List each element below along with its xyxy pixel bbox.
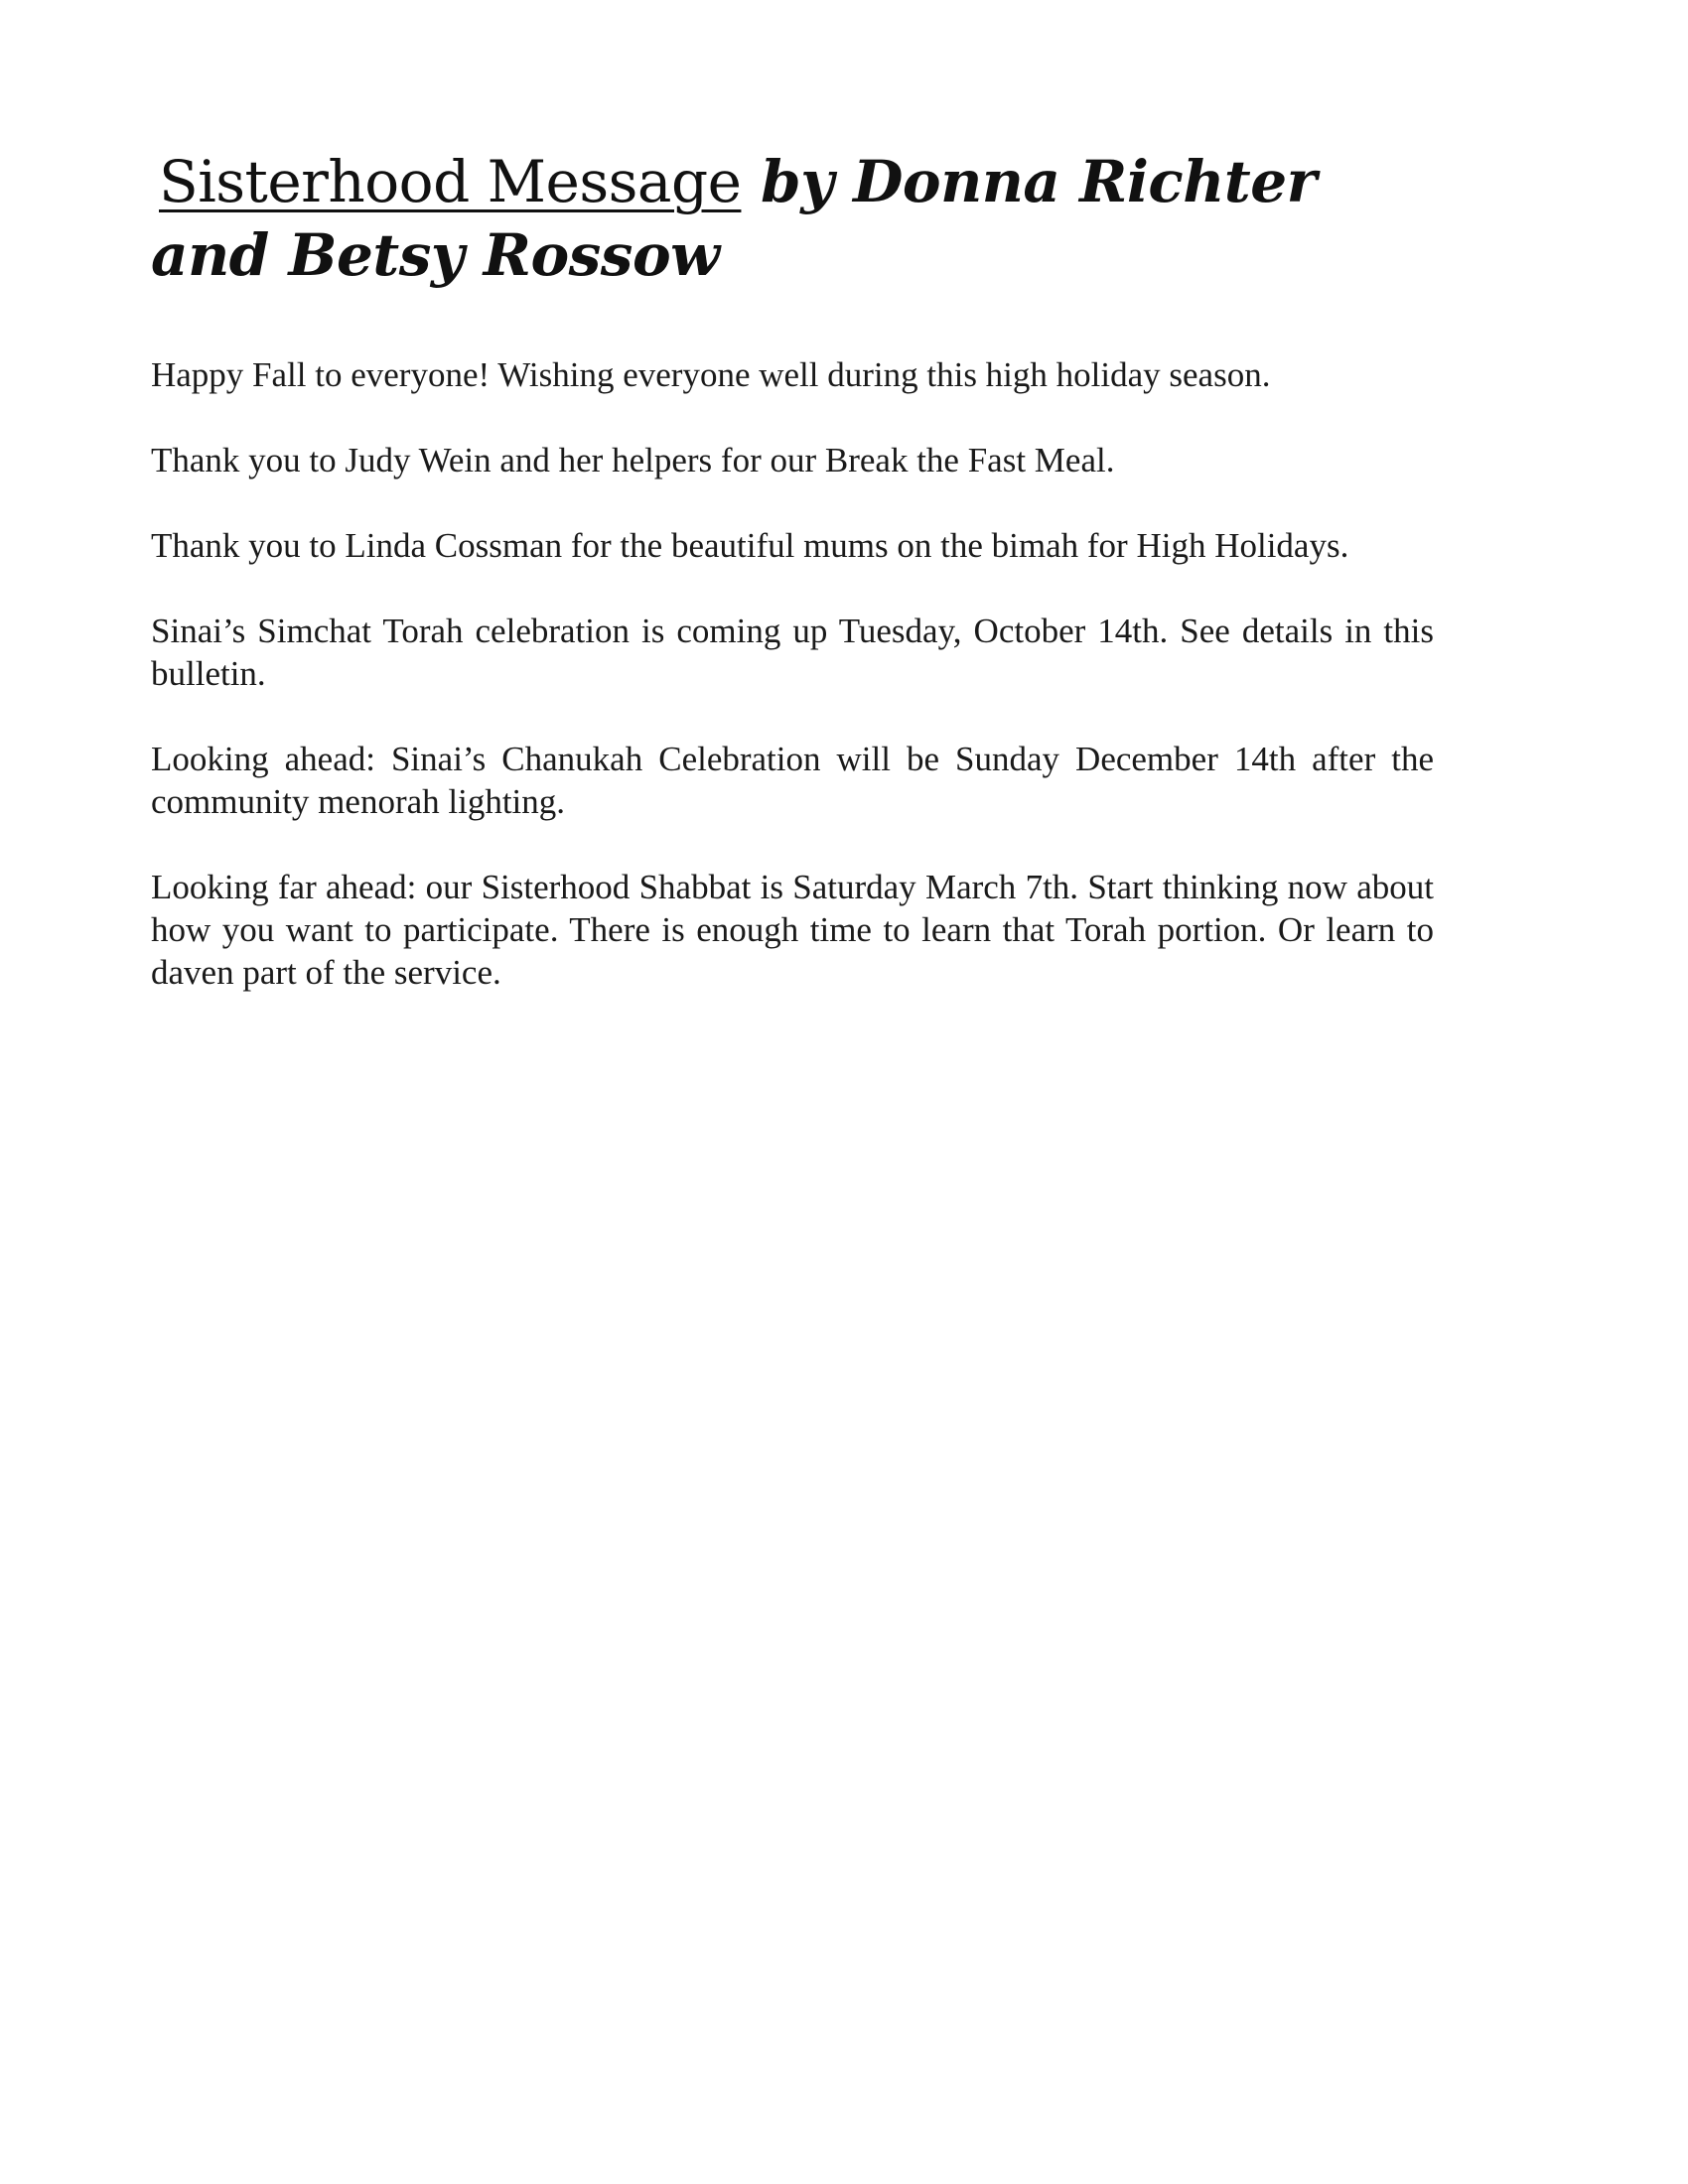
paragraph-thanks-mums: Thank you to Linda Cossman for the beautiful mums on the bimah for High Holidays. (151, 526, 1349, 565)
paragraph-chanukah: Looking ahead: Sinai’s Chanukah Celebration will be Sunday December 14th after the community menorah lighting. (151, 740, 1434, 821)
title-text: Sisterhood Message (159, 148, 742, 215)
paragraph-thanks-meal: Thank you to Judy Wein and her helpers for our Break the Fast Meal. (151, 441, 1115, 479)
paragraph-greeting: Happy Fall to everyone! Wishing everyone well during this high holiday season. (151, 355, 1271, 394)
message-body (151, 353, 1434, 1036)
paragraph-simchat-torah: Sinai’s Simchat Torah celebration is coming up Tuesday, October 14th. See details in this bulletin. (151, 612, 1434, 693)
page-title (151, 145, 1442, 292)
paragraph-sisterhood-shabbat: Looking far ahead: our Sisterhood Shabbat is Saturday March 7th. Start thinking now about how you want to participate. There is enough time to learn that Torah portion. Or learn to daven part of the service. (151, 868, 1434, 992)
byline-text: by Donna Richter and Betsy Rossow (151, 148, 1317, 289)
